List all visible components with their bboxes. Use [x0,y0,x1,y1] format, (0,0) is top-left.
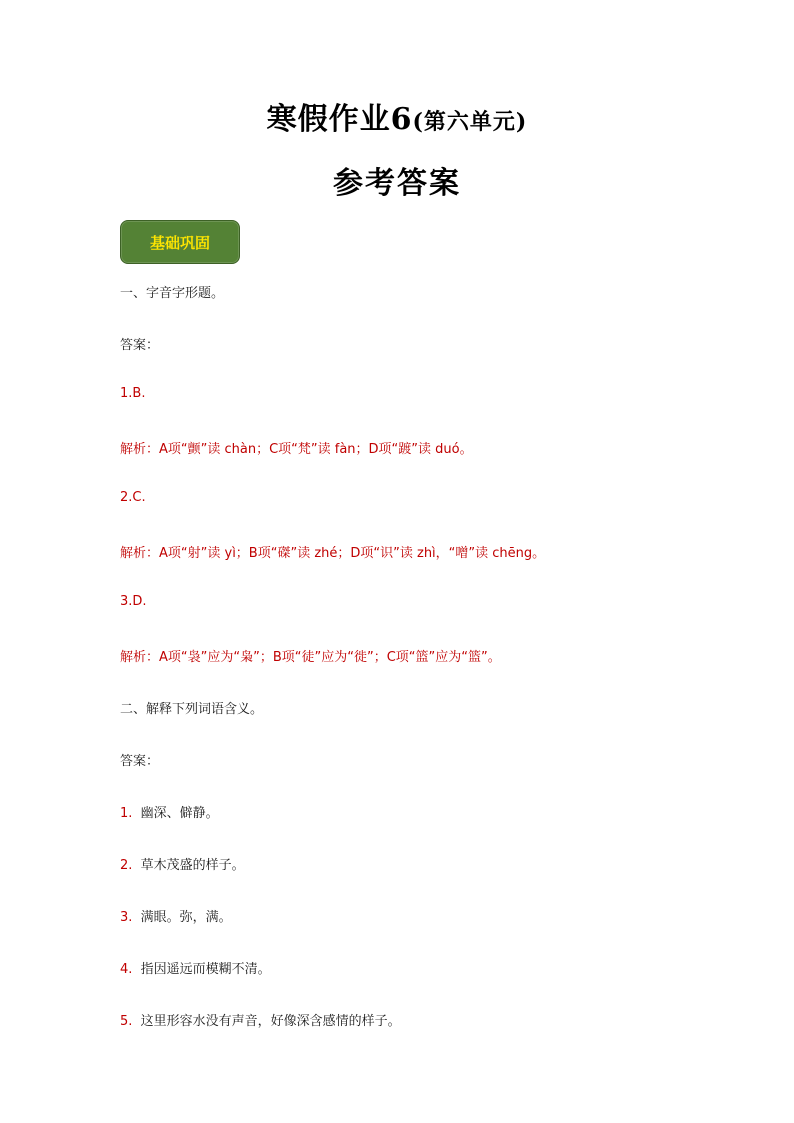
list-item [120,802,219,821]
answer-label-1: 答案： [120,338,160,353]
answer-2: 2.C. [120,490,146,505]
list-item-number: 2. [120,858,133,873]
title-sub: (第六单元) [412,109,528,135]
analysis-3: 解析：A项“袅”应为“枭”；B项“徒”应为“徙”；C项“篮”应为“篮”。 [120,650,501,665]
page-subtitle: 参考答案 [333,166,461,201]
list-item-text: 这里形容水没有声音，好像深含感情的样子。 [140,1014,401,1029]
list-item-text: 草木茂盛的样子。 [140,858,245,873]
answer-1: 1.B. [120,386,146,401]
answer-3: 3.D. [120,594,147,609]
page-title [0,94,794,138]
list-item-number: 4. [120,962,133,977]
analysis-1: 解析：A项“颤”读 chàn；C项“梵”读 fàn；D项“踱”读 duó。 [120,442,473,457]
list-item-text: 幽深、僻静。 [140,806,219,821]
list-item [120,1010,401,1029]
list-item-number: 3. [120,910,133,925]
list-item [120,854,245,873]
list-item [120,958,271,977]
analysis-2: 解析：A项“射”读 yì；B项“磔”读 zhé；D项“识”读 zhì，“噌”读 chēng。 [120,546,546,561]
section-badge: 基础巩固 [120,220,240,264]
list-item-number: 5. [120,1014,133,1029]
title-main: 寒假作业6 [266,102,413,137]
list-item-text: 满眼。弥，满。 [140,910,232,925]
section-heading-2: 二、解释下列词语含义。 [120,702,264,717]
list-item [120,906,232,925]
list-item-number: 1. [120,806,133,821]
answer-label-2: 答案： [120,754,160,769]
list-item-text: 指因遥远而模糊不清。 [140,962,271,977]
section-heading-1: 一、字音字形题。 [120,286,225,301]
